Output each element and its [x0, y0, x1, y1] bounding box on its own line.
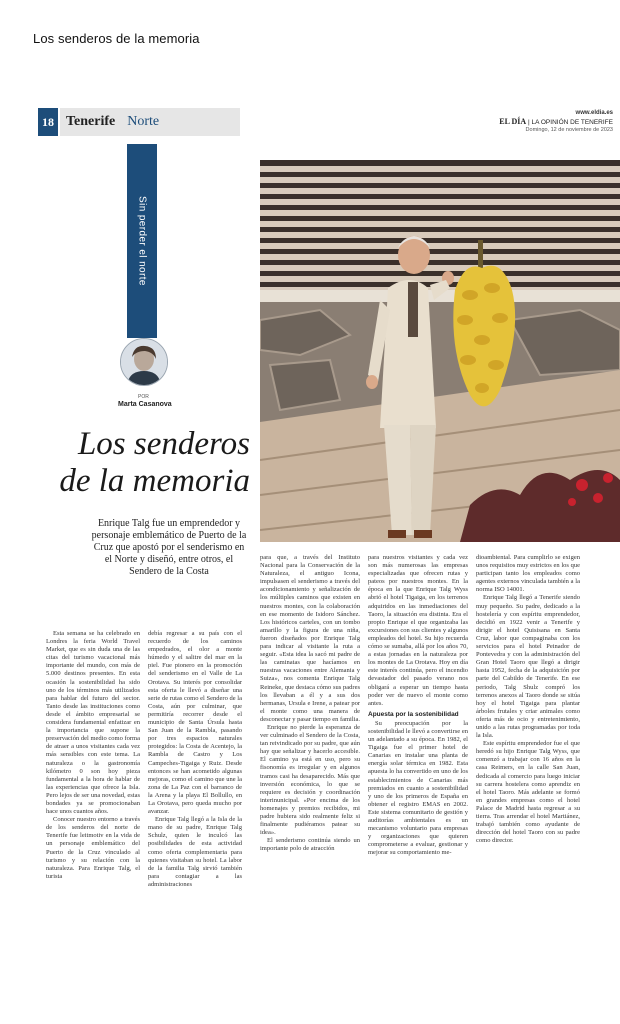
publication-header	[499, 110, 613, 133]
paragraph: El senderismo continúa siendo un importante polo de atracción	[260, 837, 360, 853]
browser-tab-title: Los senderos de la memoria	[33, 31, 200, 46]
page-number: 18	[38, 108, 58, 136]
column-label-band	[127, 144, 157, 338]
avatar-portrait-icon	[121, 339, 167, 385]
paragraph: Enrique Talg llegó a Tenerife siendo muy pequeño. Su padre, dedicado a la hostelería y con espíritu emprendedor, decidió en 1922 venir a Tenerife y dirigir el hotel Quisisana en Santa Cruz, labor que compaginaba con los servicios para el hotel Peinador de Pontevedra y con la administración del Gran Hotel Taoro que llegó a dirigir hasta 1952, fecha de la adquisición por parte del Cabildo de Tenerife. En ese periodo, Talg Shulz compró los terrenos anexos al Taoro donde se sitúa hoy el hotel Tigaiga para plantar árboles frutales y criar animales como oferta más de ocio y entretenimiento, unido a las rutas programadas por toda la Isla.	[476, 594, 580, 740]
article-column-1	[46, 630, 140, 881]
article-column-3	[260, 554, 360, 853]
paragraph: para que, a través del Instituto Nacional para la Conservación de la Naturaleza, el antiguo Icona, impulsasen el senderismo a través del acondicionamiento y señalización de los múltiples caminos que existen en nuestros montes, con la colaboración en ese momento de Isidoro Sánchez. Los históricos carteles, con un tombo amarillo y la figura de una niña, fueron diseñados por Enrique Talg para indicar al visitante la ruta a seguir. «Esta idea la sacó mi padre de las caminatas que hacíamos en nuestras vacaciones entre Alemania y Suiza», nos comenta Enrique Talg Reineke, que destaca cómo sus padres los llevaban a él y a sus dos hermanas, Ursula e Irene, a patear por el monte como una manera de desconectar y pasar tiempo en familia.	[260, 554, 360, 723]
paragraph: debía regresar a su país con el recuerdo de los caminos empedrados, el olor a monte húmedo y el salitre del mar en la piel. Fue pionero en la promoción del senderismo en el Valle de La Orotava. Su interés por consolidar esta oferta le llevó a diseñar una serie de rutas como el Sendero de la Costa, aún por culminar, que permitiría recorrer desde el municipio de Santa Úrsula hasta San Juan de la Rambla, pasando por tres espacios naturales protegidos: la Costa de Acentejo, la Rambla de Castro y Los Campeches-Tigaiga y Ruiz. Desde entonces se han acometido algunas mejoras, como el camino que une la zona de La Paz con el barranco de la Arena y la playa El Bollullo, en La Orotava, pero queda mucho por avanzar.	[148, 630, 242, 816]
paragraph: Enrique Talg llegó a la Isla de la mano de su padre, Enrique Talg Schulz, quien le inculcó las posibilidades de esta actividad como oferta complementaria para quienes visitaban su hotel. La labor de la familia Talg sirvió también para contagiar a las administraciones	[148, 816, 242, 888]
paragraph: Este espíritu emprendedor fue el que heredó su hijo Enrique Talg Wyss, que comenzó a trabajar con 16 años en la casa Reimers, en la calle San Juan, dedicada al comercio para luego iniciar su carrera hostelera como aprendiz en el hotel Taoro. Más adelante se formó en grandes empresas como el hotel Palace de Madrid hasta regresar a su tierra. Tras arrendar el hotel Martiánez, trabajó también como ayudante de dirección del hotel Taoro con su padre como director.	[476, 740, 580, 845]
article-column-5	[476, 554, 580, 845]
brand-suffix: | LA OPINIÓN DE TENERIFE	[527, 119, 613, 126]
section-banner	[60, 108, 240, 136]
paragraph: Esta semana se ha celebrado en Londres la feria World Travel Market, que es sin duda una de las citas del turismo vacacional más importante del mundo, con más de 5.000 destinos presentes. En esta ocasión la sostenibilidad ha sido uno de los términos más utilizados para hablar del futuro del sector. Tanto desde las instituciones como desde el ámbito empresarial se considera fundamental enfatizar en la importancia que supone la preservación del medio como forma de atraer a unos visitantes cada vez más sensibles con este tema. La naturaleza o la gastronomía kilómetro 0 son hoy pieza fundamental a la hora de hablar de las experiencias que ofrece la Isla. Pero lejos de ser una novedad, estas bondades ya se promocionaban hace unos cuantos años.	[46, 630, 140, 816]
paragraph: Su preocupación por la sostenibilidad le llevó a convertirse en un adelantado a su época. En 1982, el Tigaiga fue el primer hotel de Canarias en instalar una planta de energía solar térmica en 1982. Esta apuesta lo ha convertido en uno de los establecimientos de Canarias más premiados en cuanto a sostenibilidad y uno de los primeros de España en obtener el registro EMAS en 2002. Este sistema comunitario de gestión y auditorías ambientales es un mecanismo voluntario para empresas y organizaciones que quieren comprometerse a evaluar, gestionar y mejorar su comportamiento me-	[368, 719, 468, 857]
man-with-bananas-photo	[260, 160, 620, 542]
paragraph: Enrique no pierde la esperanza de ver culminado el Sendero de la Costa, tan reivindicado por su padre, que aún hay que señalizar y hacerlo accesible. El camino ya está en uso, pero su fisonomía es irregular y en algunos tramos casi ha desaparecido. Más que inversión económica, lo que se requiere es decisión y coordinación interinunicipal. «Por encima de los homenajes y premios recibidos, mi padre hubiera sido realmente feliz si finalmente pudiéramos patear su idea».	[260, 723, 360, 837]
byline-prefix: POR	[138, 394, 149, 400]
author-avatar	[120, 338, 168, 386]
article-photo	[260, 160, 620, 542]
lead-paragraph: Enrique Talg fue un emprendedor y personaje emblemático de Puerto de la Cruz que apostó por el senderismo en el Norte y diseñó, entre otros, el Sendero de la Costa	[91, 518, 247, 577]
column-label: Sin perder el norte	[136, 196, 148, 286]
subsection-name: Norte	[127, 114, 160, 129]
publication-url: www.eldia.es	[575, 110, 613, 116]
publication-date: Domingo, 12 de noviembre de 2023	[525, 127, 613, 133]
brand-name: EL DÍA	[499, 117, 527, 126]
paragraph: dioambiental. Para cumplirlo se exigen unos requisitos muy estrictos en los que participan tanto los empleados como agentes externos vinculada también a la norma ISO 14001.	[476, 554, 580, 594]
headline: Los senderos de la memoria	[59, 426, 250, 499]
article-column-4	[368, 554, 468, 857]
section-name: Tenerife	[66, 114, 116, 129]
paragraph: Conocer nuestro entorno a través de los senderos del norte de Tenerife fue leitmotiv en la vida de un personaje emblemático del Puerto de la Cruz vinculado al turismo y su relación con la naturaleza. Para Enrique Talg, el turista	[46, 816, 140, 880]
subheading: Apuesta por la sostenibilidad	[368, 710, 459, 718]
article-column-2	[148, 630, 242, 889]
byline-author: Marta Casanova	[118, 401, 172, 408]
publication-brand	[499, 117, 613, 126]
newspaper-page	[38, 108, 613, 1008]
paragraph: para nuestros visitantes y cada vez son más numerosas las empresas especializadas que ofrecen rutas y pateos por nuestros montes. En la época en la que Enrique Talg Wyss abrió el hotel Tigaiga, en los terrenos adquiridos en las inmediaciones del Taoro, la situación era distinta. Era el propio Enrique el que organizaba las excursiones con sus clientes y algunos empleados del hotel. Su hijo recuerda cómo se sumaba, allá por los años 70, a estas jornadas en la naturaleza por los montes de La Orotava. Hoy en día este interés continúa, pero el incendio devastador del pasado verano nos obligará a esperar un tiempo hasta poder ver de nuevo el monte como antes.	[368, 554, 468, 707]
